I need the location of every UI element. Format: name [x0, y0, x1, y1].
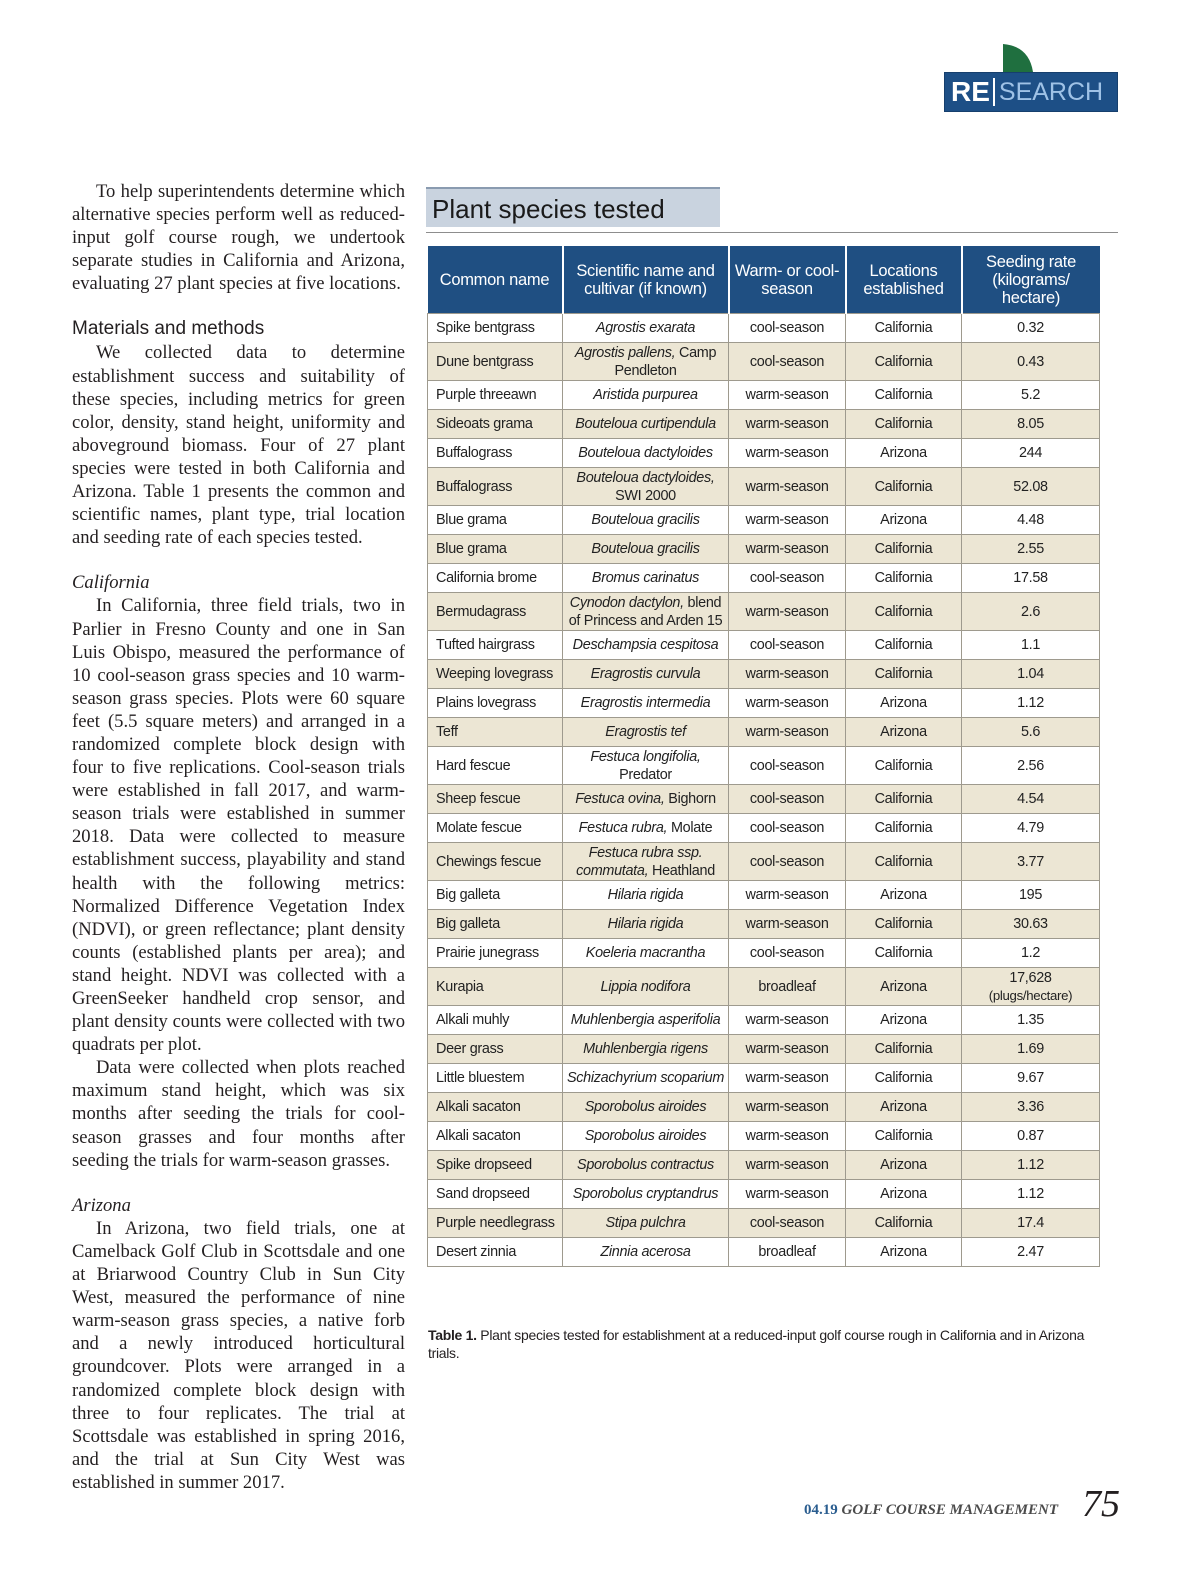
cell-seeding-rate — [962, 1209, 1100, 1238]
cell-location: California — [846, 631, 962, 660]
cell-season: warm-season — [729, 381, 846, 410]
seeding-rate-value: 1.12 — [1017, 695, 1044, 711]
header-common-name: Common name — [428, 246, 563, 314]
cell-scientific-name — [563, 343, 729, 381]
cell-scientific-name — [563, 1006, 729, 1035]
cell-seeding-rate — [962, 593, 1100, 631]
scientific-name: Hilaria rigida — [607, 887, 684, 903]
arizona-heading: Arizona — [72, 1194, 131, 1216]
cell-scientific-name — [563, 468, 729, 506]
cell-scientific-name — [563, 881, 729, 910]
cell-common-name: Sand dropseed — [428, 1180, 563, 1209]
table-row — [428, 718, 1100, 747]
cell-common-name: Sheep fescue — [428, 785, 563, 814]
cell-scientific-name — [563, 1151, 729, 1180]
seeding-rate-value: 17.58 — [1013, 570, 1048, 586]
seeding-rate-value: 2.55 — [1017, 541, 1044, 557]
cell-seeding-rate — [962, 881, 1100, 910]
seeding-rate-value: 52.08 — [1013, 478, 1048, 495]
cell-scientific-name — [563, 314, 729, 343]
cell-scientific-name — [563, 843, 729, 881]
cell-location: Arizona — [846, 881, 962, 910]
scientific-name: Hilaria rigida — [607, 916, 684, 932]
scientific-name: Festuca rubra, — [578, 820, 668, 836]
cell-season: cool-season — [729, 314, 846, 343]
scientific-name: Bouteloua gracilis — [591, 512, 700, 528]
cell-seeding-rate — [962, 910, 1100, 939]
cell-season: warm-season — [729, 689, 846, 718]
cell-season: cool-season — [729, 843, 846, 881]
cell-location: Arizona — [846, 506, 962, 535]
cell-scientific-name — [563, 535, 729, 564]
cell-common-name: Buffalograss — [428, 439, 563, 468]
cell-common-name: Purple threeawn — [428, 381, 563, 410]
cell-common-name: Kurapia — [428, 968, 563, 1006]
cultivar-name: Heathland — [651, 862, 715, 879]
seeding-rate-value: 4.79 — [1017, 820, 1044, 836]
seeding-rate-value: 4.54 — [1017, 791, 1044, 807]
cell-common-name: Prairie junegrass — [428, 939, 563, 968]
cell-common-name: Teff — [428, 718, 563, 747]
cell-common-name: Blue grama — [428, 535, 563, 564]
seeding-rate-value: 0.32 — [1017, 320, 1044, 336]
cell-location: California — [846, 314, 962, 343]
cell-common-name: Alkali sacaton — [428, 1093, 563, 1122]
cell-location: Arizona — [846, 439, 962, 468]
cell-seeding-rate — [962, 410, 1100, 439]
cell-location: Arizona — [846, 1238, 962, 1267]
cell-seeding-rate — [962, 843, 1100, 881]
table-row — [428, 343, 1100, 381]
scientific-name: Agrostis exarata — [595, 320, 696, 336]
cell-season: warm-season — [729, 1180, 846, 1209]
cell-location: Arizona — [846, 1093, 962, 1122]
cultivar-name: SWI 2000 — [615, 487, 676, 504]
cell-scientific-name — [563, 747, 729, 785]
seeding-rate-value: 1.69 — [1017, 1041, 1044, 1057]
scientific-name: Festuca ovina, — [575, 791, 665, 807]
cell-scientific-name — [563, 814, 729, 843]
cell-seeding-rate — [962, 468, 1100, 506]
seeding-rate-value: 5.6 — [1020, 724, 1041, 740]
cell-scientific-name — [563, 660, 729, 689]
table-body — [428, 314, 1100, 1267]
scientific-name: Sporobolus cryptandrus — [572, 1186, 719, 1202]
cell-season: warm-season — [729, 1122, 846, 1151]
cell-seeding-rate — [962, 381, 1100, 410]
cell-location: California — [846, 564, 962, 593]
scientific-name: Bouteloua gracilis — [591, 541, 700, 557]
scientific-name: Zinnia acerosa — [600, 1244, 691, 1260]
seeding-rate-value: 244 — [1018, 445, 1043, 461]
cell-season: cool-season — [729, 343, 846, 381]
scientific-name: Cynodon dactylon, — [569, 594, 684, 611]
cell-seeding-rate — [962, 814, 1100, 843]
cultivar-name: Bighorn — [668, 791, 716, 807]
cell-location: Arizona — [846, 968, 962, 1006]
cell-location: Arizona — [846, 1006, 962, 1035]
research-logo — [944, 44, 1118, 112]
seeding-rate-value: 1.04 — [1017, 666, 1044, 682]
table-row — [428, 1151, 1100, 1180]
cell-season: warm-season — [729, 439, 846, 468]
cell-seeding-rate — [962, 1180, 1100, 1209]
cell-seeding-rate — [962, 747, 1100, 785]
cell-common-name: Sideoats grama — [428, 410, 563, 439]
logo-search: SEARCH — [998, 77, 1104, 106]
scientific-name: Bouteloua curtipendula — [575, 416, 716, 432]
table-row — [428, 593, 1100, 631]
cell-scientific-name — [563, 1209, 729, 1238]
cell-common-name: Alkali sacaton — [428, 1122, 563, 1151]
footer-date: 04.19 — [804, 1502, 838, 1518]
logo-box — [944, 72, 1118, 112]
cell-scientific-name — [563, 1093, 729, 1122]
cell-location: Arizona — [846, 689, 962, 718]
table-row — [428, 1209, 1100, 1238]
cell-seeding-rate — [962, 1238, 1100, 1267]
table-caption — [428, 1326, 1118, 1362]
cell-common-name: Bermudagrass — [428, 593, 563, 631]
seeding-rate-value: 0.43 — [1017, 353, 1044, 370]
seeding-rate-value: 2.47 — [1017, 1244, 1044, 1260]
cell-scientific-name — [563, 381, 729, 410]
cell-seeding-rate — [962, 439, 1100, 468]
logo-arc-icon — [1003, 44, 1033, 72]
cell-scientific-name — [563, 1035, 729, 1064]
cultivar-name: Camp Pendleton — [614, 344, 717, 379]
california-paragraph-2: Data were collected when plots reached maximum stand height, which was six months after seeding the trials for cool-season grasses and four months after seeding the trials for warm-season grasses. — [72, 1057, 405, 1171]
table-row — [428, 785, 1100, 814]
cell-season: cool-season — [729, 747, 846, 785]
seeding-rate-value: 2.56 — [1017, 757, 1044, 774]
seeding-rate-value: 1.1 — [1020, 637, 1041, 653]
cell-location: California — [846, 814, 962, 843]
cell-common-name: Spike dropseed — [428, 1151, 563, 1180]
cell-location: Arizona — [846, 1151, 962, 1180]
cell-scientific-name — [563, 593, 729, 631]
cell-seeding-rate — [962, 718, 1100, 747]
cell-season: cool-season — [729, 1209, 846, 1238]
cell-location: California — [846, 535, 962, 564]
seeding-rate-value: 17.4 — [1017, 1215, 1044, 1231]
cell-season: cool-season — [729, 814, 846, 843]
cell-location: California — [846, 1122, 962, 1151]
page-number: 75 — [1082, 1483, 1120, 1525]
cell-season: warm-season — [729, 910, 846, 939]
cell-scientific-name — [563, 1238, 729, 1267]
materials-heading: Materials and methods — [72, 318, 265, 340]
cell-seeding-rate — [962, 968, 1100, 1006]
cell-seeding-rate — [962, 1151, 1100, 1180]
scientific-name: Muhlenbergia rigens — [583, 1041, 708, 1057]
cell-season: cool-season — [729, 785, 846, 814]
cell-scientific-name — [563, 631, 729, 660]
cell-seeding-rate — [962, 535, 1100, 564]
table-row — [428, 631, 1100, 660]
species-table — [427, 246, 1100, 1267]
cell-common-name: Big galleta — [428, 910, 563, 939]
seeding-rate-value: 3.36 — [1017, 1099, 1044, 1115]
cell-scientific-name — [563, 968, 729, 1006]
table-row — [428, 1064, 1100, 1093]
scientific-name: Deschampsia cespitosa — [572, 637, 719, 653]
scientific-name: Sporobolus airoides — [584, 1099, 707, 1115]
table-row — [428, 660, 1100, 689]
scientific-name: Koeleria macrantha — [585, 945, 706, 961]
table-title-rule — [426, 232, 1118, 233]
cell-location: California — [846, 1209, 962, 1238]
cell-scientific-name — [563, 439, 729, 468]
table-row — [428, 968, 1100, 1006]
seeding-rate-value: 3.77 — [1017, 853, 1044, 870]
seeding-rate-value: 5.2 — [1020, 387, 1041, 403]
table-row — [428, 1180, 1100, 1209]
cell-location: California — [846, 381, 962, 410]
cell-seeding-rate — [962, 939, 1100, 968]
cell-season: warm-season — [729, 468, 846, 506]
seeding-rate-value: 1.12 — [1017, 1157, 1044, 1173]
scientific-name: Bouteloua dactyloides, — [576, 469, 715, 486]
table-row — [428, 535, 1100, 564]
cell-scientific-name — [563, 689, 729, 718]
seeding-rate-value: 8.05 — [1017, 416, 1044, 432]
scientific-name: Eragrostis curvula — [590, 666, 701, 682]
scientific-name: Festuca longifolia, — [590, 748, 701, 765]
scientific-name: Festuca rubra ssp. commutata, — [576, 844, 703, 879]
cell-season: warm-season — [729, 593, 846, 631]
seeding-rate-value: 30.63 — [1013, 916, 1048, 932]
table-row — [428, 314, 1100, 343]
cell-season: cool-season — [729, 939, 846, 968]
logo-divider — [993, 78, 995, 106]
cell-location: Arizona — [846, 1180, 962, 1209]
cell-common-name: Purple needlegrass — [428, 1209, 563, 1238]
scientific-name: Stipa pulchra — [605, 1215, 686, 1231]
table-row — [428, 689, 1100, 718]
table-title: Plant species tested — [426, 187, 720, 227]
cell-seeding-rate — [962, 689, 1100, 718]
seeding-rate-value: 2.6 — [1020, 603, 1041, 620]
seeding-rate-value: 1.12 — [1017, 1186, 1044, 1202]
cell-season: warm-season — [729, 1064, 846, 1093]
scientific-name: Agrostis pallens, — [574, 344, 676, 361]
table-header-row — [428, 246, 1100, 314]
cell-season: cool-season — [729, 564, 846, 593]
cell-scientific-name — [563, 506, 729, 535]
table-row — [428, 939, 1100, 968]
scientific-name: Schizachyrium scoparium — [566, 1070, 725, 1086]
cell-common-name: Tufted hairgrass — [428, 631, 563, 660]
cell-location: Arizona — [846, 718, 962, 747]
seeding-rate-value: 195 — [1018, 887, 1043, 903]
cell-season: warm-season — [729, 535, 846, 564]
table-row — [428, 564, 1100, 593]
logo-re: RE — [951, 76, 990, 107]
cell-common-name: Alkali muhly — [428, 1006, 563, 1035]
cultivar-name: blend of Princess and Arden 15 — [568, 594, 723, 629]
cell-season: warm-season — [729, 881, 846, 910]
header-scientific-name: Scientific name and cultivar (if known) — [563, 246, 729, 314]
cell-seeding-rate — [962, 564, 1100, 593]
seeding-rate-value: 4.48 — [1017, 512, 1044, 528]
cell-common-name: Little bluestem — [428, 1064, 563, 1093]
cultivar-name: Predator — [619, 766, 672, 783]
seeding-rate-note: (plugs/hectare) — [988, 987, 1073, 1003]
seeding-rate-value: 0.87 — [1017, 1128, 1044, 1144]
cell-season: broadleaf — [729, 968, 846, 1006]
cell-seeding-rate — [962, 631, 1100, 660]
header-season: Warm- or cool-season — [729, 246, 846, 314]
cell-common-name: Chewings fescue — [428, 843, 563, 881]
cell-common-name: Spike bentgrass — [428, 314, 563, 343]
cell-season: cool-season — [729, 631, 846, 660]
intro-paragraph: To help superintendents determine which alternative species perform well as reduced-input golf course rough, we undertook separate studies in California and Arizona, evaluating 27 plant species at five locations. — [72, 181, 405, 295]
footer-publication: GOLF COURSE MANAGEMENT — [841, 1502, 1058, 1518]
seeding-rate-value: 1.35 — [1017, 1012, 1044, 1028]
cell-common-name: Desert zinnia — [428, 1238, 563, 1267]
table-row — [428, 881, 1100, 910]
scientific-name: Sporobolus contractus — [577, 1157, 714, 1173]
scientific-name: Lippia nodifora — [600, 978, 691, 995]
cell-location: California — [846, 747, 962, 785]
cell-location: California — [846, 343, 962, 381]
cell-seeding-rate — [962, 1064, 1100, 1093]
cell-scientific-name — [563, 910, 729, 939]
cell-scientific-name — [563, 564, 729, 593]
cell-season: warm-season — [729, 1035, 846, 1064]
cell-seeding-rate — [962, 660, 1100, 689]
scientific-name: Eragrostis tef — [605, 724, 686, 740]
page-footer — [760, 1483, 1120, 1528]
cell-common-name: Molate fescue — [428, 814, 563, 843]
scientific-name: Sporobolus airoides — [584, 1128, 707, 1144]
body-column — [72, 180, 405, 1494]
cell-common-name: Dune bentgrass — [428, 343, 563, 381]
scientific-name: Muhlenbergia asperifolia — [570, 1012, 721, 1028]
cell-common-name: Deer grass — [428, 1035, 563, 1064]
cell-season: warm-season — [729, 718, 846, 747]
cell-common-name: California brome — [428, 564, 563, 593]
caption-label: Table 1. — [428, 1327, 477, 1343]
cell-seeding-rate — [962, 1093, 1100, 1122]
table-row — [428, 747, 1100, 785]
cell-common-name: Hard fescue — [428, 747, 563, 785]
table-row — [428, 468, 1100, 506]
cell-seeding-rate — [962, 1122, 1100, 1151]
cell-location: California — [846, 785, 962, 814]
table-row — [428, 506, 1100, 535]
cell-common-name: Plains lovegrass — [428, 689, 563, 718]
cell-seeding-rate — [962, 314, 1100, 343]
scientific-name: Aristida purpurea — [593, 387, 698, 403]
cell-scientific-name — [563, 1122, 729, 1151]
table-row — [428, 1238, 1100, 1267]
table-row — [428, 1093, 1100, 1122]
table-row — [428, 439, 1100, 468]
cell-location: California — [846, 843, 962, 881]
table-row — [428, 843, 1100, 881]
header-seeding-rate: Seeding rate (kilograms/ hectare) — [962, 246, 1100, 314]
cell-location: California — [846, 1035, 962, 1064]
cell-location: California — [846, 468, 962, 506]
table-row — [428, 1035, 1100, 1064]
scientific-name: Bouteloua dactyloides — [578, 445, 713, 461]
cell-scientific-name — [563, 718, 729, 747]
header-locations: Locations established — [846, 246, 962, 314]
table-row — [428, 1006, 1100, 1035]
cell-location: California — [846, 593, 962, 631]
cell-scientific-name — [563, 939, 729, 968]
cell-common-name: Big galleta — [428, 881, 563, 910]
cell-season: warm-season — [729, 410, 846, 439]
cell-location: California — [846, 939, 962, 968]
cell-scientific-name — [563, 1064, 729, 1093]
cultivar-name: Molate — [670, 820, 713, 836]
cell-season: broadleaf — [729, 1238, 846, 1267]
scientific-name: Bromus carinatus — [591, 570, 700, 586]
cell-location: California — [846, 410, 962, 439]
table-row — [428, 814, 1100, 843]
cell-location: California — [846, 660, 962, 689]
cell-common-name: Blue grama — [428, 506, 563, 535]
cell-common-name: Weeping lovegrass — [428, 660, 563, 689]
seeding-rate-value: 9.67 — [1017, 1070, 1044, 1086]
cell-seeding-rate — [962, 343, 1100, 381]
cell-season: warm-season — [729, 506, 846, 535]
cell-scientific-name — [563, 785, 729, 814]
table-row — [428, 381, 1100, 410]
cell-seeding-rate — [962, 1035, 1100, 1064]
cell-season: warm-season — [729, 1006, 846, 1035]
cell-location: California — [846, 910, 962, 939]
table-row — [428, 1122, 1100, 1151]
seeding-rate-value: 17,628 — [1009, 969, 1052, 986]
cell-season: warm-season — [729, 1151, 846, 1180]
cell-common-name: Buffalograss — [428, 468, 563, 506]
california-paragraph-1: In California, three field trials, two in Parlier in Fresno County and one in San Luis Obispo, measured the performance of 10 cool-season grass species and 10 warm-season grass species. Plots were 60 square feet (5.5 square meters) and arranged in a randomized complete block design with four to five replications. Cool-season trials were established in fall 2017, and warm-season trials were established in summer 2018. Data were collected to measure establishment success, playability and stand health with the following metrics: Normalized Difference Vegetation Index (NDVI), or green reflectance; plant density counts (established plants per area); and stand height. NDVI was collected with a GreenSeeker handheld crop sensor, and plant density counts were collected with two quadrats per plot. — [72, 595, 405, 1056]
cell-seeding-rate — [962, 1006, 1100, 1035]
seeding-rate-value: 1.2 — [1020, 945, 1041, 961]
california-heading: California — [72, 572, 150, 594]
cell-scientific-name — [563, 410, 729, 439]
cell-season: warm-season — [729, 1093, 846, 1122]
caption-text: Plant species tested for establishment at a reduced-input golf course rough in California and in Arizona trials. — [428, 1327, 1085, 1361]
table-row — [428, 910, 1100, 939]
materials-paragraph: We collected data to determine establishment success and suitability of these species, including metrics for green color, density, stand height, uniformity and aboveground biomass. Four of 27 plant species were tested in both California and Arizona. Table 1 presents the common and scientific names, plant type, trial location and seeding rate of each species tested. — [72, 342, 405, 549]
cell-scientific-name — [563, 1180, 729, 1209]
cell-seeding-rate — [962, 785, 1100, 814]
scientific-name: Eragrostis intermedia — [580, 695, 711, 711]
table-row — [428, 410, 1100, 439]
cell-seeding-rate — [962, 506, 1100, 535]
footer-publication-line — [804, 1502, 1058, 1519]
cell-season: warm-season — [729, 660, 846, 689]
arizona-paragraph: In Arizona, two field trials, one at Camelback Golf Club in Scottsdale and one at Briarwood Country Club in Sun City West, measured the performance of nine warm-season grass species, a native forb and a newly introduced horticultural groundcover. Plots were arranged in a randomized complete block design with three to four replicates. The trial at Scottsdale was established in spring 2016, and the trial at Sun City West was established in summer 2017. — [72, 1217, 405, 1493]
cell-location: California — [846, 1064, 962, 1093]
